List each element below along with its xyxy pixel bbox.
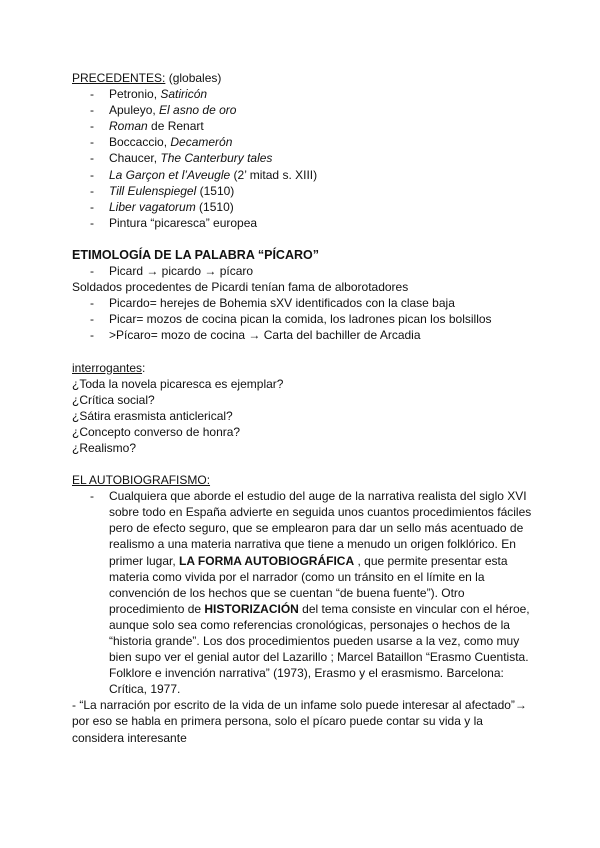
etimologia-title: ETIMOLOGÍA DE LA PALABRA “PÍCARO” [72,247,319,262]
precedentes-list [72,86,532,231]
question: ¿Sátira erasmista anticlerical? [72,408,233,423]
list-item: - Roman de Renart [72,118,532,134]
list-item: - Picar= mozos de cocina pican la comida, los ladrones pican los bolsillos [72,311,532,327]
list-item: - Picardo= herejes de Bohemia sXV identificados con la clase baja [72,295,532,311]
autobiografismo-title: EL AUTOBIOGRAFISMO: [72,473,211,488]
question: ¿Toda la novela picaresca es ejemplar? [72,376,284,391]
precedentes-title: PRECEDENTES: [72,71,166,85]
list-item: - Picard → picardo → pícaro [72,263,532,279]
list-item: - Petronio, Satiricón [72,86,532,102]
autobiografismo-note: - “La narración por escrito de la vida de un infame solo puede interesar al afectado”→ por eso se habla en primera persona, solo el pícaro puede contar su vida y la considera interesante [72,698,527,745]
interrogantes-heading: interrogantes: [72,360,146,375]
precedentes-heading [72,70,532,86]
precedentes-subtitle: (globales) [165,71,222,85]
interrogantes-title: interrogantes [72,360,143,375]
question: ¿Realismo? [72,440,137,455]
list-item: - Till Eulenspiegel (1510) [72,183,532,199]
list-item: - Boccaccio, Decamerón [72,134,532,150]
list-item: - Liber vagatorum (1510) [72,199,532,215]
etimologia-list [72,295,532,343]
etimologia-intro: Soldados procedentes de Picardi tenían fama de alborotadores [72,280,409,295]
etimologia-first-list [72,263,532,279]
list-item: - La Garçon et l’Aveugle (2’ mitad s. XIII) [72,167,532,183]
question: ¿Concepto converso de honra? [72,424,241,439]
list-item: - Apuleyo, El asno de oro [72,102,532,118]
list-item: - Chaucer, The Canterbury tales [72,150,532,166]
list-item: - >Pícaro= mozo de cocina → Carta del bachiller de Arcadia [72,327,532,343]
autobiografismo-paragraph: - Cualquiera que aborde el estudio del auge de la narrativa realista del siglo XVI sobre todo en España advierte en seguida unos cuantos procedimientos fáciles pero de efecto seguro, que se emplearon para dar un sello más acentuado de realismo a una materia narrativa que tiene a menudo un origen folklórico. En primer lugar, LA FORMA AUTOBIOGRÁFICA , que permite presentar esta materia como vivida por el narrador (como un tránsito en el límite en la convención de los hechos que se cuentan “de buena fuente”). Otro procedimiento de HISTORIZACIÓN del tema consiste en vincular con el héroe, aunque solo sea como referencias cronológicas, personajes o hechos de la “historia grande”. Los dos procedimientos pueden usarse a la vez, como muy bien supo ver el genial autor del Lazarillo ; Marcel Bataillon “Erasmo Cuentista. Folklore e invención narrativa” (1973), Erasmo y el erasmismo. Barcelona: Crítica, 1977. [72,488,532,697]
list-item: - Pintura “picaresca” europea [72,215,532,231]
question: ¿Crítica social? [72,392,155,407]
document-page [72,70,532,746]
